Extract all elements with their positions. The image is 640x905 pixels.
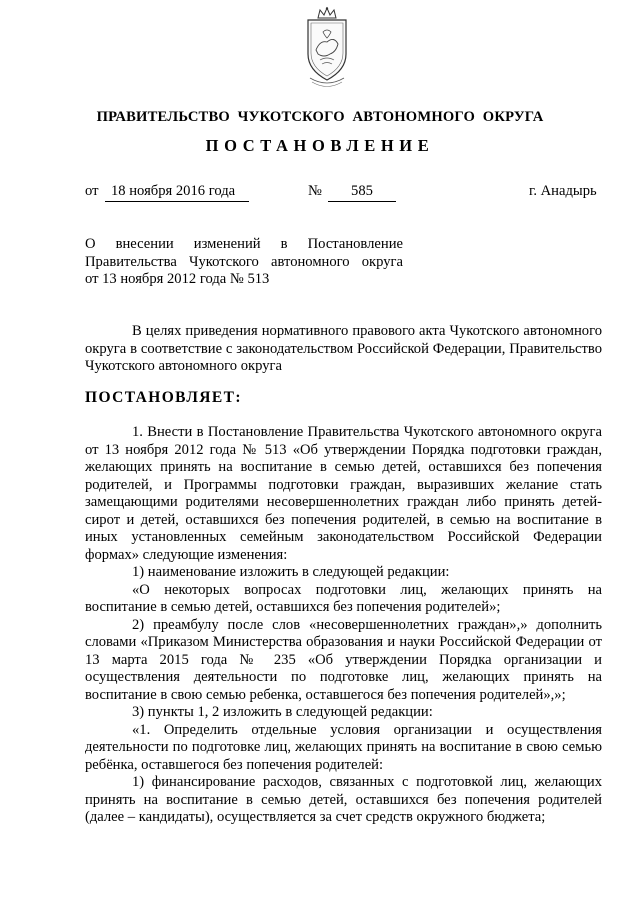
document-date: 18 ноября 2016 года	[105, 183, 249, 202]
decides-heading: ПОСТАНОВЛЯЕТ:	[85, 389, 242, 406]
decree-body	[85, 424, 602, 827]
body-paragraph: 1. Внести в Постановление Правительства Чукотского автономного округа от 13 ноября 2012 года № 513 «Об утверждении Порядка подготовки граждан, желающих принять на воспитание в семью детей, оставшихся без попечения родителей, и Программы подготовки граждан, выразивших желание стать замещающими родителями несовершеннолетних граждан либо принять детей-сирот и детей, оставшихся без попечения родителей, в семью на воспитание в иных установленных семейным законодательством Российской Федерации формах» следующие изменения:	[85, 424, 602, 563]
body-paragraph: 2) преамбулу после слов «несовершеннолетних граждан»,» дополнить словами «Приказом Министерства образования и науки Российской Федерации от 13 марта 2015 года № 235 «Об утверждении Порядка организации и осуществления деятельности по подготовке лиц, желающих принять на воспитание в свою семью ребенка, оставшегося без попечения родителей»,»;	[85, 616, 602, 703]
document-subject	[85, 236, 403, 289]
subject-line: О внесении изменений в Постановление	[85, 236, 403, 252]
document-type-heading: ПОСТАНОВЛЕНИЕ	[205, 136, 435, 155]
body-paragraph: «О некоторых вопросах подготовки лиц, желающих принять на воспитание в семью детей, оставшихся без попечения родителей»;	[85, 581, 602, 615]
body-paragraph: «1. Определить отдельные условия организации и осуществления деятельности по подготовке лиц, желающих принять на воспитание в свою семью ребёнка, оставшегося без попечения родителей:	[85, 721, 602, 773]
date-prefix: от	[85, 183, 99, 199]
body-paragraph: 3) пункты 1, 2 изложить в следующей редакции:	[132, 704, 433, 720]
body-paragraph: 1) финансирование расходов, связанных с подготовкой лиц, желающих принять на воспитание в семью детей, оставшихся без попечения родителей (далее – кандидаты), осуществляется за счет средств окружного бюджета;	[85, 774, 602, 825]
document-city: г. Анадырь	[529, 183, 597, 199]
preamble-text: В целях приведения нормативного правового акта Чукотского автономного округа в соответствие с законодательством Российской Федерации, Правительство Чукотского автономного округа	[85, 323, 602, 374]
body-paragraph: 1) наименование изложить в следующей редакции:	[132, 564, 450, 580]
coat-of-arms-emblem	[296, 6, 358, 92]
preamble	[85, 323, 602, 376]
document-meta-row	[0, 183, 640, 203]
subject-line: Правительства Чукотского автономного округа	[85, 253, 403, 270]
number-prefix: №	[308, 183, 322, 199]
government-name-heading: ПРАВИТЕЛЬСТВО ЧУКОТСКОГО АВТОНОМНОГО ОКРУГА	[96, 109, 544, 125]
document-number: 585	[328, 183, 396, 202]
subject-line: от 13 ноября 2012 года № 513	[85, 271, 270, 287]
